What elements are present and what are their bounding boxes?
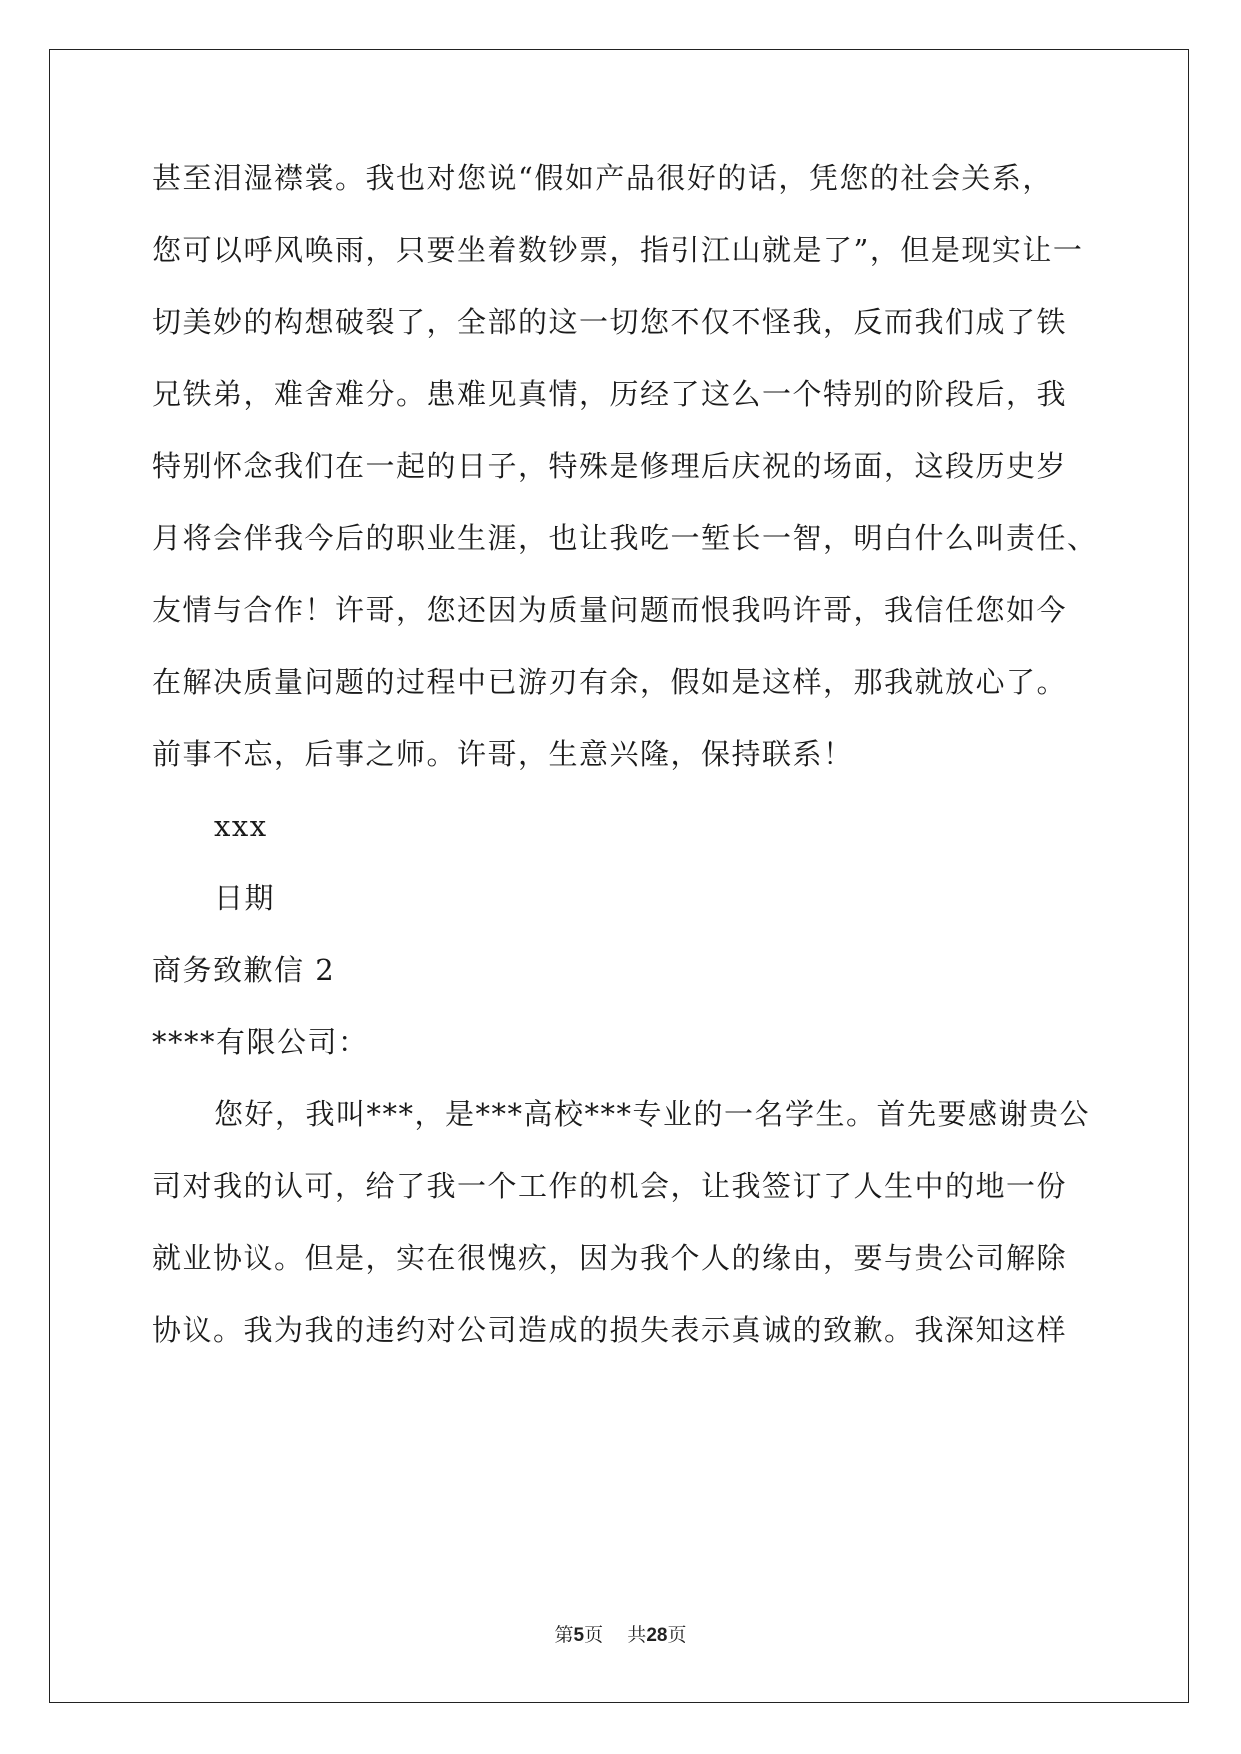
- letter-salutation: ****有限公司：: [152, 1025, 369, 1059]
- total-suffix: 页: [667, 1624, 687, 1646]
- paragraph-line: 您好，我叫***，是***高校***专业的一名学生。首先要感谢贵公: [214, 1097, 1091, 1131]
- paragraph-line: 协议。我为我的违约对公司造成的损失表示真诚的致歉。我深知这样: [152, 1313, 1068, 1347]
- paragraph-line: 月将会伴我今后的职业生涯，也让我吃一堑长一智，明白什么叫责任、: [152, 521, 1098, 555]
- paragraph-line: 您可以呼风唤雨，只要坐着数钞票，指引江山就是了”，但是现实让一: [152, 233, 1084, 267]
- page-border: [49, 49, 1189, 1703]
- letter-title: 商务致歉信 2: [152, 953, 336, 987]
- paragraph-line: 切美妙的构想破裂了，全部的这一切您不仅不怪我，反而我们成了铁: [152, 305, 1068, 339]
- page-suffix: 页: [584, 1624, 604, 1646]
- paragraph-line: 前事不忘，后事之师。许哥，生意兴隆，保持联系！: [152, 737, 854, 771]
- paragraph-line: 特别怀念我们在一起的日子，特殊是修理后庆祝的场面，这段历史岁: [152, 449, 1068, 483]
- paragraph-line: 甚至泪湿襟裳。我也对您说“假如产品很好的话，凭您的社会关系，: [152, 161, 1053, 195]
- page-prefix: 第: [554, 1624, 574, 1646]
- signature: xxx: [214, 809, 268, 843]
- total-prefix: 共: [627, 1624, 647, 1646]
- paragraph-line: 司对我的认可，给了我一个工作的机会，让我签订了人生中的地一份: [152, 1169, 1068, 1203]
- paragraph-line: 兄铁弟，难舍难分。患难见真情，历经了这么一个特别的阶段后，我: [152, 377, 1068, 411]
- paragraph-line: 在解决质量问题的过程中已游刃有余，假如是这样，那我就放心了。: [152, 665, 1068, 699]
- total-pages: 28: [646, 1625, 668, 1646]
- paragraph-line: 友情与合作！许哥，您还因为质量问题而恨我吗许哥，我信任您如今: [152, 593, 1068, 627]
- signature-date: 日期: [214, 881, 276, 915]
- page-number: 5: [573, 1625, 585, 1646]
- paragraph-line: 就业协议。但是，实在很愧疚，因为我个人的缘由，要与贵公司解除: [152, 1241, 1068, 1275]
- page-footer: [0, 1620, 1241, 1647]
